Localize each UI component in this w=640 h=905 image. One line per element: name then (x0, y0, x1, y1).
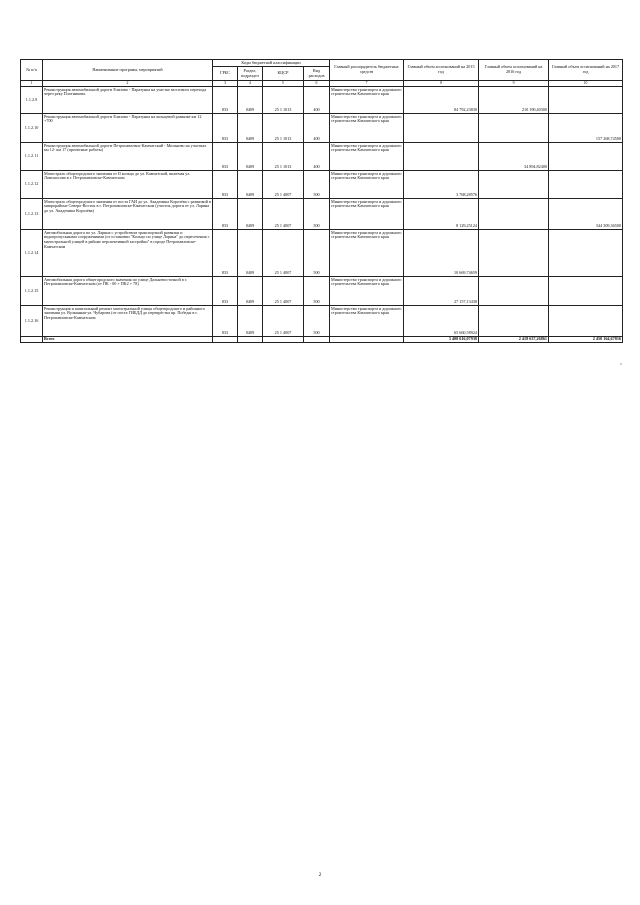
row-2015 (404, 114, 479, 143)
row-razdel: 0409 (238, 143, 263, 171)
row-manager: Министерство транспорта и дорожного строительства Камчатского края (330, 114, 404, 143)
table-row (21, 87, 623, 114)
row-2017: 157 268,74500 (549, 114, 623, 143)
table-row (21, 199, 623, 230)
header-vid: Вид расходов (304, 67, 330, 81)
trailing-quote-mark: " (620, 364, 623, 369)
row-name: Магистраль общегородского значения от поста ГАИ до ул. Академика Королёва с развязкой в микрорайоне Северо-Восток в г. Петропавловске-Камчатском (участок дороги от ул. Ларина до ул. Академика Королёва) (43, 199, 213, 230)
table-row (21, 230, 623, 277)
row-kcsr: 25 1 4007 (263, 277, 304, 306)
header-budget-codes: Коды бюджетной классификации (213, 60, 330, 67)
row-num: 1.1.2.14 (21, 230, 43, 277)
row-num: 1.1.2.11 (21, 143, 43, 171)
row-2016 (479, 306, 549, 337)
row-vid: 500 (304, 306, 330, 337)
row-2017 (549, 230, 623, 277)
header-2017: Главный объем ассигнований на 2017 год (549, 60, 623, 81)
row-name: Реконструкция автомобильной дороги Елизово - Паратунка на участке мостового перехода через реку Плотникова. (43, 87, 213, 114)
row-2017 (549, 143, 623, 171)
row-num: 1.1.2.10 (21, 114, 43, 143)
total-2017: 2 450 164,67816 (549, 337, 623, 343)
row-razdel: 0409 (238, 199, 263, 230)
row-vid: 400 (304, 143, 330, 171)
total-empty-cell (263, 337, 304, 343)
table-row (21, 171, 623, 199)
header-2015: Главный объем ассигнований на 2015 год (404, 60, 479, 81)
header-grbs: ГРБС (213, 67, 238, 81)
row-name: Реконструкция и капитальный ремонт магистральной улицы общегородского и районного значения ул. Вулканная-ул. Чубарова (от поста ГИБДД до перекрёстка пр. Победы в г. Петропавловске-Камчатском (43, 306, 213, 337)
total-2016: 2 418 637,26861 (479, 337, 549, 343)
row-name: Реконструкция автомобильной дороги Петропавловск-Камчатский - Мильково на участках км 12- км 17 (проектные работы) (43, 143, 213, 171)
row-vid: 400 (304, 114, 330, 143)
row-2017 (549, 277, 623, 306)
table-row (21, 306, 623, 337)
column-number: 1 (21, 81, 43, 87)
row-grbs: 833 (213, 277, 238, 306)
row-grbs: 833 (213, 199, 238, 230)
row-grbs: 833 (213, 114, 238, 143)
row-grbs: 833 (213, 87, 238, 114)
row-2015: 10 669,74659 (404, 230, 479, 277)
row-razdel: 0409 (238, 277, 263, 306)
row-2015 (404, 143, 479, 171)
row-kcsr: 25 1 1013 (263, 114, 304, 143)
total-empty-cell (213, 337, 238, 343)
total-2015: 3 400 616,07938 (404, 337, 479, 343)
row-2017: 344 309,36500 (549, 199, 623, 230)
row-2016 (479, 230, 549, 277)
row-manager: Министерство транспорта и дорожного строительства Камчатского края (330, 277, 404, 306)
header-kcsr: КЦСР (263, 67, 304, 81)
row-manager: Министерство транспорта и дорожного строительства Камчатского края (330, 230, 404, 277)
row-razdel: 0409 (238, 306, 263, 337)
column-number: 4 (238, 81, 263, 87)
row-num: 1.1.2.9 (21, 87, 43, 114)
row-num: 1.1.2.16 (21, 306, 43, 337)
row-grbs: 833 (213, 306, 238, 337)
total-label: Всего (43, 337, 213, 343)
table-row (21, 277, 623, 306)
header-2016: Главный объем ассигнований на 2016 год (479, 60, 549, 81)
row-num: 1.1.2.15 (21, 277, 43, 306)
column-number: 5 (263, 81, 304, 87)
row-razdel: 0409 (238, 87, 263, 114)
header-num: № п/п (21, 60, 43, 81)
row-vid: 500 (304, 199, 330, 230)
appropriations-table (20, 59, 623, 343)
column-number: 3 (213, 81, 238, 87)
row-razdel: 0409 (238, 230, 263, 277)
row-2016 (479, 199, 549, 230)
row-2016 (479, 171, 549, 199)
row-manager: Министерство транспорта и дорожного строительства Камчатского края (330, 87, 404, 114)
row-2016 (479, 114, 549, 143)
table-row (21, 114, 623, 143)
row-2016 (479, 277, 549, 306)
header-manager: Главный распорядитель бюджетных средств (330, 60, 404, 81)
row-manager: Министерство транспорта и дорожного строительства Камчатского края (330, 171, 404, 199)
column-number: 2 (43, 81, 213, 87)
row-grbs: 833 (213, 143, 238, 171)
row-vid: 500 (304, 277, 330, 306)
column-number: 9 (479, 81, 549, 87)
header-name: Наименование программ, мероприятий (43, 60, 213, 81)
row-2015: 65 660,58924 (404, 306, 479, 337)
row-kcsr: 25 1 4007 (263, 306, 304, 337)
row-kcsr: 25 1 1013 (263, 87, 304, 114)
row-2015: 3 768,28576 (404, 171, 479, 199)
row-2017 (549, 306, 623, 337)
total-empty-cell (304, 337, 330, 343)
page-number: 2 (318, 872, 322, 878)
total-num-cell (21, 337, 43, 343)
row-name: Магистраль общегородского значения от II кольца до ул. Камчатской, включая ул. Ломоносова в г. Петропавловске-Камчатском (43, 171, 213, 199)
total-empty-cell (330, 337, 404, 343)
row-2015: 8 129,25124 (404, 199, 479, 230)
table-row (21, 143, 623, 171)
row-2016: 210 190,40300 (479, 87, 549, 114)
row-grbs: 833 (213, 171, 238, 199)
row-num: 1.1.2.13 (21, 199, 43, 230)
row-num: 1.1.2.12 (21, 171, 43, 199)
row-razdel: 0409 (238, 114, 263, 143)
column-number: 6 (304, 81, 330, 87)
row-kcsr: 25 1 4007 (263, 230, 304, 277)
row-razdel: 0409 (238, 171, 263, 199)
row-vid: 400 (304, 87, 330, 114)
column-number: 10 (549, 81, 623, 87)
row-vid: 500 (304, 171, 330, 199)
row-2017 (549, 87, 623, 114)
column-number: 7 (330, 81, 404, 87)
header-razdel: Раздел, подраздел (238, 67, 263, 81)
column-number: 8 (404, 81, 479, 87)
row-kcsr: 25 1 1013 (263, 143, 304, 171)
row-2017 (549, 171, 623, 199)
row-grbs: 833 (213, 230, 238, 277)
row-name: Автомобильная дорога общегородского значения по улице Дальневосточной в г. Петропавловске-Камчатском (от ПК - 00 + ПК2 + 78) (43, 277, 213, 306)
row-kcsr: 25 1 4007 (263, 171, 304, 199)
row-name: Реконструкция автомобильной дороги Елизово - Паратунка на кольцевой развязке км 12 +700 (43, 114, 213, 143)
row-manager: Министерство транспорта и дорожного строительства Камчатского края (330, 306, 404, 337)
row-name: Автомобильная дорога по ул. Ларина с устройством транспортной развязки и водопропускными сооружениями (от остановки "Кольцо по улице Ларина" до пересечения с магистральной улицей в районе перспективной застройки" в городе Петропавловске-Камчатском (43, 230, 213, 277)
row-2016: 34 894,82400 (479, 143, 549, 171)
row-vid: 500 (304, 230, 330, 277)
row-2015: 27 157,13438 (404, 277, 479, 306)
row-manager: Министерство транспорта и дорожного строительства Камчатского края (330, 143, 404, 171)
row-2015: 84 792,23830 (404, 87, 479, 114)
total-row (21, 337, 623, 343)
row-manager: Министерство транспорта и дорожного строительства Камчатского края (330, 199, 404, 230)
total-empty-cell (238, 337, 263, 343)
row-kcsr: 25 1 4007 (263, 199, 304, 230)
